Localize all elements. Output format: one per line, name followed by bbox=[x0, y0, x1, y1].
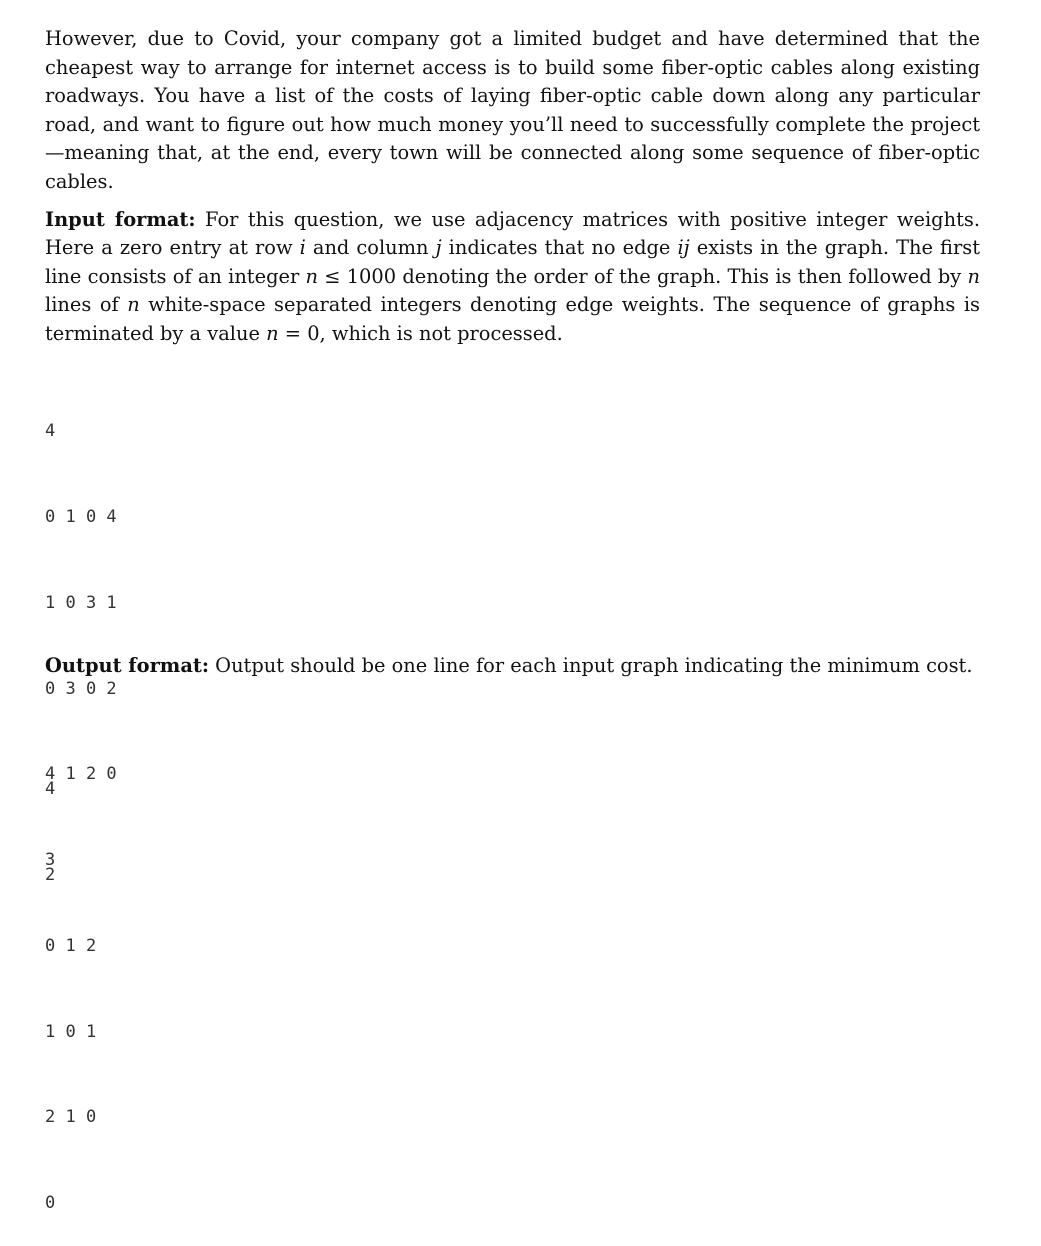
sample-input-line: 0 3 0 2 bbox=[45, 678, 117, 699]
document-body bbox=[45, 25, 980, 349]
input-format-text-4: exists in the graph. The first line consists of an integer bbox=[45, 236, 980, 288]
sample-output-block bbox=[45, 718, 65, 918]
input-format-text-3: indicates that no edge bbox=[441, 236, 678, 260]
input-format-heading: Input format: bbox=[45, 207, 196, 231]
sample-input-line: 0 bbox=[45, 1193, 56, 1214]
output-format-text: Output should be one line for each input graph indicating the minimum cost. bbox=[215, 654, 973, 677]
sample-input-line: 4 bbox=[45, 421, 56, 442]
var-n-terminator: n bbox=[266, 321, 279, 345]
output-format-heading: Output format: bbox=[45, 654, 209, 677]
sample-input-line: 0 1 2 bbox=[45, 935, 97, 956]
input-format-text-5: ≤ 1000 denoting the order of the graph. This is then followed by bbox=[317, 264, 968, 288]
var-n-lines: n bbox=[967, 264, 980, 288]
input-format-text-8: = 0, which is not processed. bbox=[278, 321, 563, 345]
var-n-integers: n bbox=[127, 293, 140, 317]
sample-input-line: 0 1 0 4 bbox=[45, 506, 117, 527]
input-format-text-2: and column bbox=[305, 236, 436, 260]
sample-input-line: 3 bbox=[45, 850, 56, 871]
input-format-text-6: lines of bbox=[45, 293, 128, 317]
input-format-text-7: white-space separated integers denoting edge weights. The sequence of graphs is terminated by a value bbox=[45, 293, 980, 345]
sample-output-line: 2 bbox=[45, 864, 56, 885]
intro-paragraph: However, due to Covid, your company got a limited budget and have determined that the cheapest way to arrange for internet access is to build some fiber-optic cables along existing roadways. You have a list of the costs of laying fiber-optic cable down along any particular road, and want to figure out how much money you’ll need to successfully complete the project—meaning that, at the end, every town will be connected along some sequence of fiber-optic cables. bbox=[45, 27, 980, 193]
var-ij: ij bbox=[677, 236, 690, 260]
output-format-paragraph bbox=[45, 652, 980, 681]
input-format-text-1: For this question, we use adjacency matrices with positive integer weights. Here a zero entry at row bbox=[45, 207, 980, 260]
var-n-order: n bbox=[305, 264, 318, 288]
sample-input-line: 1 0 3 1 bbox=[45, 592, 117, 613]
sample-input-line: 4 1 2 0 bbox=[45, 764, 117, 785]
sample-input-line: 2 1 0 bbox=[45, 1107, 97, 1128]
var-j: j bbox=[435, 236, 442, 260]
sample-output-line: 4 bbox=[45, 779, 56, 800]
input-format-paragraph bbox=[45, 206, 980, 349]
var-i: i bbox=[299, 236, 306, 260]
sample-input-line: 1 0 1 bbox=[45, 1021, 97, 1042]
